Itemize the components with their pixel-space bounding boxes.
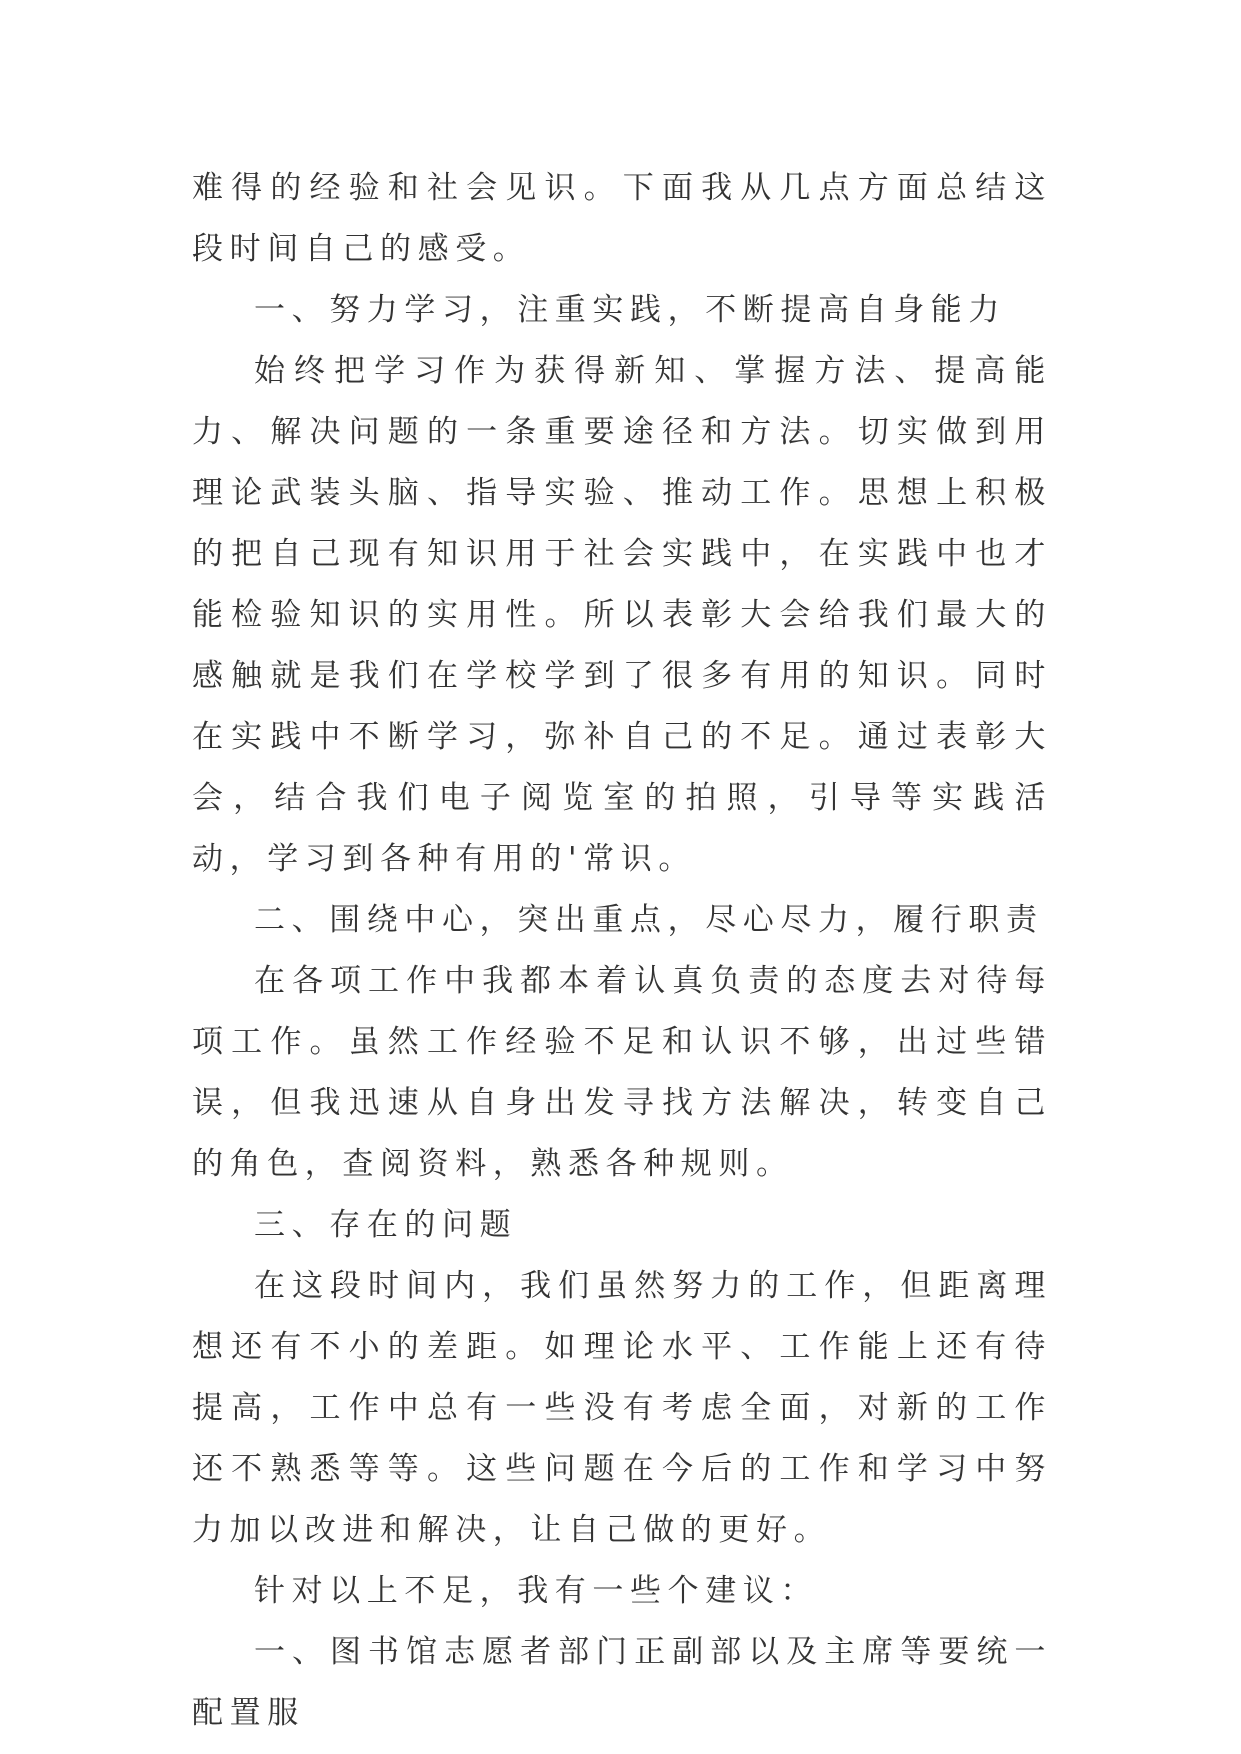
section-heading-1: 一、努力学习，注重实践，不断提高自身能力 <box>254 292 1006 328</box>
paragraph-learning: 始终把学习作为获得新知、掌握方法、提高能力、解决问题的一条重要途径和方法。切实做到用理论武装头脑、指导实验、推动工作。思想上积极的把自己现有知识用于社会实践中，在实践中也才能检验知识的实用性。所以表彰大会给我们最大的感触就是我们在学校学到了很多有用的知识。同时在实践中不断学习，弥补自己的不足。通过表彰大会，结合我们电子阅览室的拍照，引导等实践活动，学习到各种有用的'常识。 <box>192 353 1052 877</box>
section-heading-2: 二、围绕中心，突出重点，尽心尽力，履行职责 <box>254 902 1044 938</box>
paragraph-responsibility: 在各项工作中我都本着认真负责的态度去对待每项工作。虽然工作经验不足和认识不够，出过些错误，但我迅速从自身出发寻找方法解决，转变自己的角色，查阅资料，熟悉各种规则。 <box>192 963 1052 1182</box>
section-heading-3: 三、存在的问题 <box>254 1207 518 1243</box>
paragraph-suggestion-1: 一、图书馆志愿者部门正副部以及主席等要统一配置服 <box>192 1634 1052 1731</box>
paragraph-suggestions-intro: 针对以上不足，我有一些个建议： <box>254 1573 818 1609</box>
paragraph-problems: 在这段时间内，我们虽然努力的工作，但距离理想还有不小的差距。如理论水平、工作能上还有待提高，工作中总有一些没有考虑全面，对新的工作还不熟悉等等。这些问题在今后的工作和学习中努力加以改进和解决，让自己做的更好。 <box>192 1268 1052 1548</box>
document-body <box>192 158 1052 1744</box>
paragraph-continuation: 难得的经验和社会见识。下面我从几点方面总结这段时间自己的感受。 <box>192 170 1052 267</box>
